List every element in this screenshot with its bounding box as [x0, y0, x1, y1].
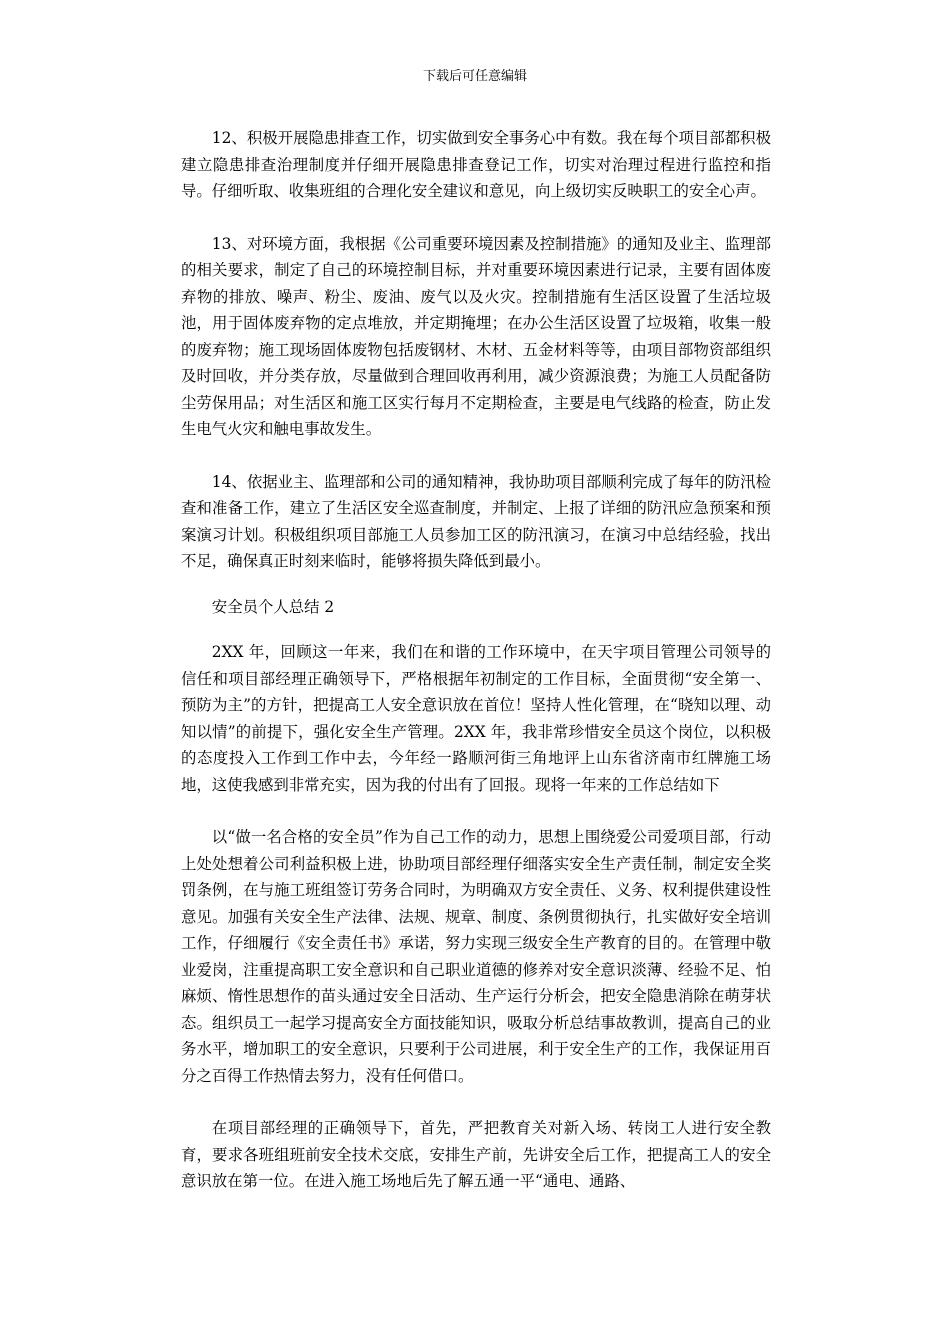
paragraph-14: 14、依据业主、监理部和公司的通知精神，我协助项目部顺利完成了每年的防汛检查和准备工作，建立了生活区安全巡查制度，并制定、上报了详细的防汛应急预案和预案演习计划。积极组织项目部施工人员参加工区的防汛演习，在演习中总结经验，找出不足，确保真正时刻来临时，能够将损失降低到最小。: [181, 472, 771, 570]
project-manager-paragraph: 在项目部经理的正确领导下，首先，严把教育关对新入场、转岗工人进行安全教育，要求各班组班前安全技术交底，安排生产前，先讲安全后工作，把提高工人的安全意识放在第一位。在进入施工场地后先了解五通一平“通电、通路、: [181, 1119, 771, 1190]
document-body: [181, 125, 771, 1195]
safety-officer-paragraph: 以“做一名合格的安全员”作为自己工作的动力，思想上围绕爱公司爱项目部，行动上处处想着公司利益积极上进，协助项目部经理仔细落实安全生产责任制，制定安全奖罚条例，在与施工班组签订劳务合同时，为明确双方安全责任、义务、权利提供建设性意见。加强有关安全生产法律、法规、规章、制度、条例贯彻执行，扎实做好安全培训工作，仔细履行《安全责任书》承诺，努力实现三级安全生产教育的目的。在管理中敬业爱岗，注重提高职工安全意识和自己职业道德的修养对安全意识淡薄、经验不足、怕麻烦、惰性思想作的苗头通过安全日活动、生产运行分析会，把安全隐患消除在萌芽状态。组织员工一起学习提高安全方面技能知识，吸取分析总结事故教训，提高自己的业务水平，增加职工的安全意识，只要利于公司进展，利于安全生产的工作，我保证用百分之百得工作热情去努力，没有任何借口。: [181, 828, 771, 1085]
paragraph-12: 12、积极开展隐患排查工作，切实做到安全事务心中有数。我在每个项目部都积极建立隐患排查治理制度并仔细开展隐患排查登记工作，切实对治理过程进行监控和指导。仔细听取、收集班组的合理化安全建议和意见，向上级切实反映职工的安全心声。: [181, 129, 771, 200]
paragraph-13: 13、对环境方面，我根据《公司重要环境因素及控制措施》的通知及业主、监理部的相关要求，制定了自己的环境控制目标，并对重要环境因素进行记录，主要有固体废弃物的排放、噪声、粉尘、废油、废气以及火灾。控制措施有生活区设置了生活垃圾池，用于固体废弃物的定点堆放，并定期掩埋；在办公生活区设置了垃圾箱，收集一般的废弃物；施工现场固体废物包括废钢材、木材、五金材料等等，由项目部物资部组织及时回收，并分类存放，尽量做到合理回收再利用，减少资源浪费；为施工人员配备防尘劳保用品；对生活区和施工区实行每月不定期检查，主要是电气线路的检查，防止发生电气火灾和触电事故发生。: [181, 234, 771, 438]
page-header: 下载后可任意编辑: [422, 69, 527, 84]
summary-intro-paragraph: 2XX 年，回顾这一年来，我们在和谐的工作环境中，在天宇项目管理公司领导的信任和项目部经理正确领导下，严格根据年初制定的工作目标，全面贯彻“安全第一、预防为主”的方针，把提高工人安全意识放在首位！坚持人性化管理，在“晓知以理、动知以情”的前提下，强化安全生产管理。2XX 年，我非常珍惜安全员这个岗位，以积极的态度投入工作到工作中去，今年经一路顺河街三角地评上山东省济南市红牌施工场地，这使我感到非常充实，因为我的付出有了回报。现将一年来的工作总结如下: [181, 643, 771, 794]
section-title: 安全员个人总结 2: [211, 597, 335, 616]
